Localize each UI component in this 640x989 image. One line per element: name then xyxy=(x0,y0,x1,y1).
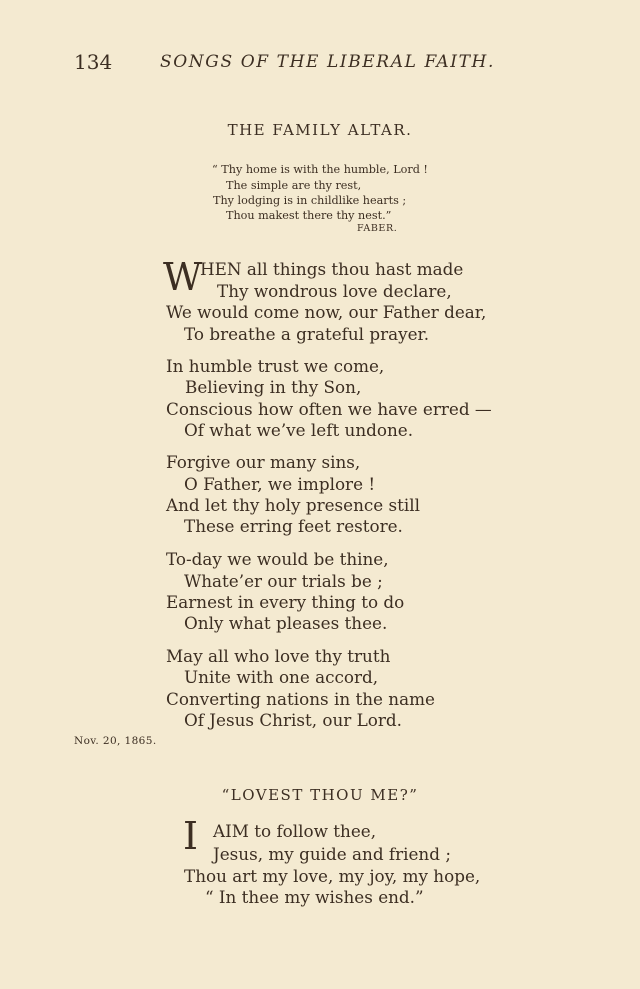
poem-line: To-day we would be thine, xyxy=(166,549,389,569)
poem-line: O Father, we implore ! xyxy=(184,474,376,494)
poem-line: Whate’er our trials be ; xyxy=(184,571,383,591)
poem-line: AIM to follow thee, xyxy=(213,821,377,841)
poem-line: “ In thee my wishes end.” xyxy=(205,887,424,907)
poem-line: Unite with one accord, xyxy=(184,667,379,687)
epigraph-line: The simple are thy rest, xyxy=(226,179,362,192)
poem-title: “LOVEST THOU ME?” xyxy=(221,786,419,804)
poem-line: HEN all things thou hast made xyxy=(200,259,464,279)
drop-cap: W xyxy=(163,255,203,299)
poem-line: Of Jesus Christ, our Lord. xyxy=(184,710,403,730)
poem-line: Of what we’ve left undone. xyxy=(184,420,414,440)
poem-line: May all who love thy truth xyxy=(166,646,391,666)
running-head: SONGS OF THE LIBERAL FAITH. xyxy=(160,52,495,72)
poem-title: THE FAMILY ALTAR. xyxy=(227,121,413,139)
poem-line: To breathe a grateful prayer. xyxy=(184,324,430,344)
poem-line: Only what pleases thee. xyxy=(184,613,388,633)
poem-line: We would come now, our Father dear, xyxy=(166,302,487,322)
poem-line: These erring feet restore. xyxy=(184,516,403,536)
poem-line: And let thy holy presence still xyxy=(166,495,421,515)
poem-line: Conscious how often we have erred — xyxy=(166,399,492,419)
poem-line: In humble trust we come, xyxy=(166,356,385,376)
date-note: Nov. 20, 1865. xyxy=(74,735,157,747)
epigraph-line: “ Thy home is with the humble, Lord ! xyxy=(212,163,428,176)
poem-line: Forgive our many sins, xyxy=(166,452,361,472)
poem-line: Converting nations in the name xyxy=(166,689,435,709)
epigraph-attribution: FABER. xyxy=(357,223,398,234)
poem-line: Believing in thy Son, xyxy=(185,377,362,397)
epigraph-line: Thy lodging is in childlike hearts ; xyxy=(213,194,407,207)
poem-line: Thy wondrous love declare, xyxy=(217,281,452,301)
epigraph-line: Thou makest there thy nest.” xyxy=(226,209,392,222)
poem-line: Earnest in every thing to do xyxy=(166,592,405,612)
drop-cap: I xyxy=(183,814,199,858)
page-number: 134 xyxy=(74,50,113,74)
poem-line: Thou art my love, my joy, my hope, xyxy=(184,866,481,886)
poem-line: Jesus, my guide and friend ; xyxy=(213,844,451,864)
